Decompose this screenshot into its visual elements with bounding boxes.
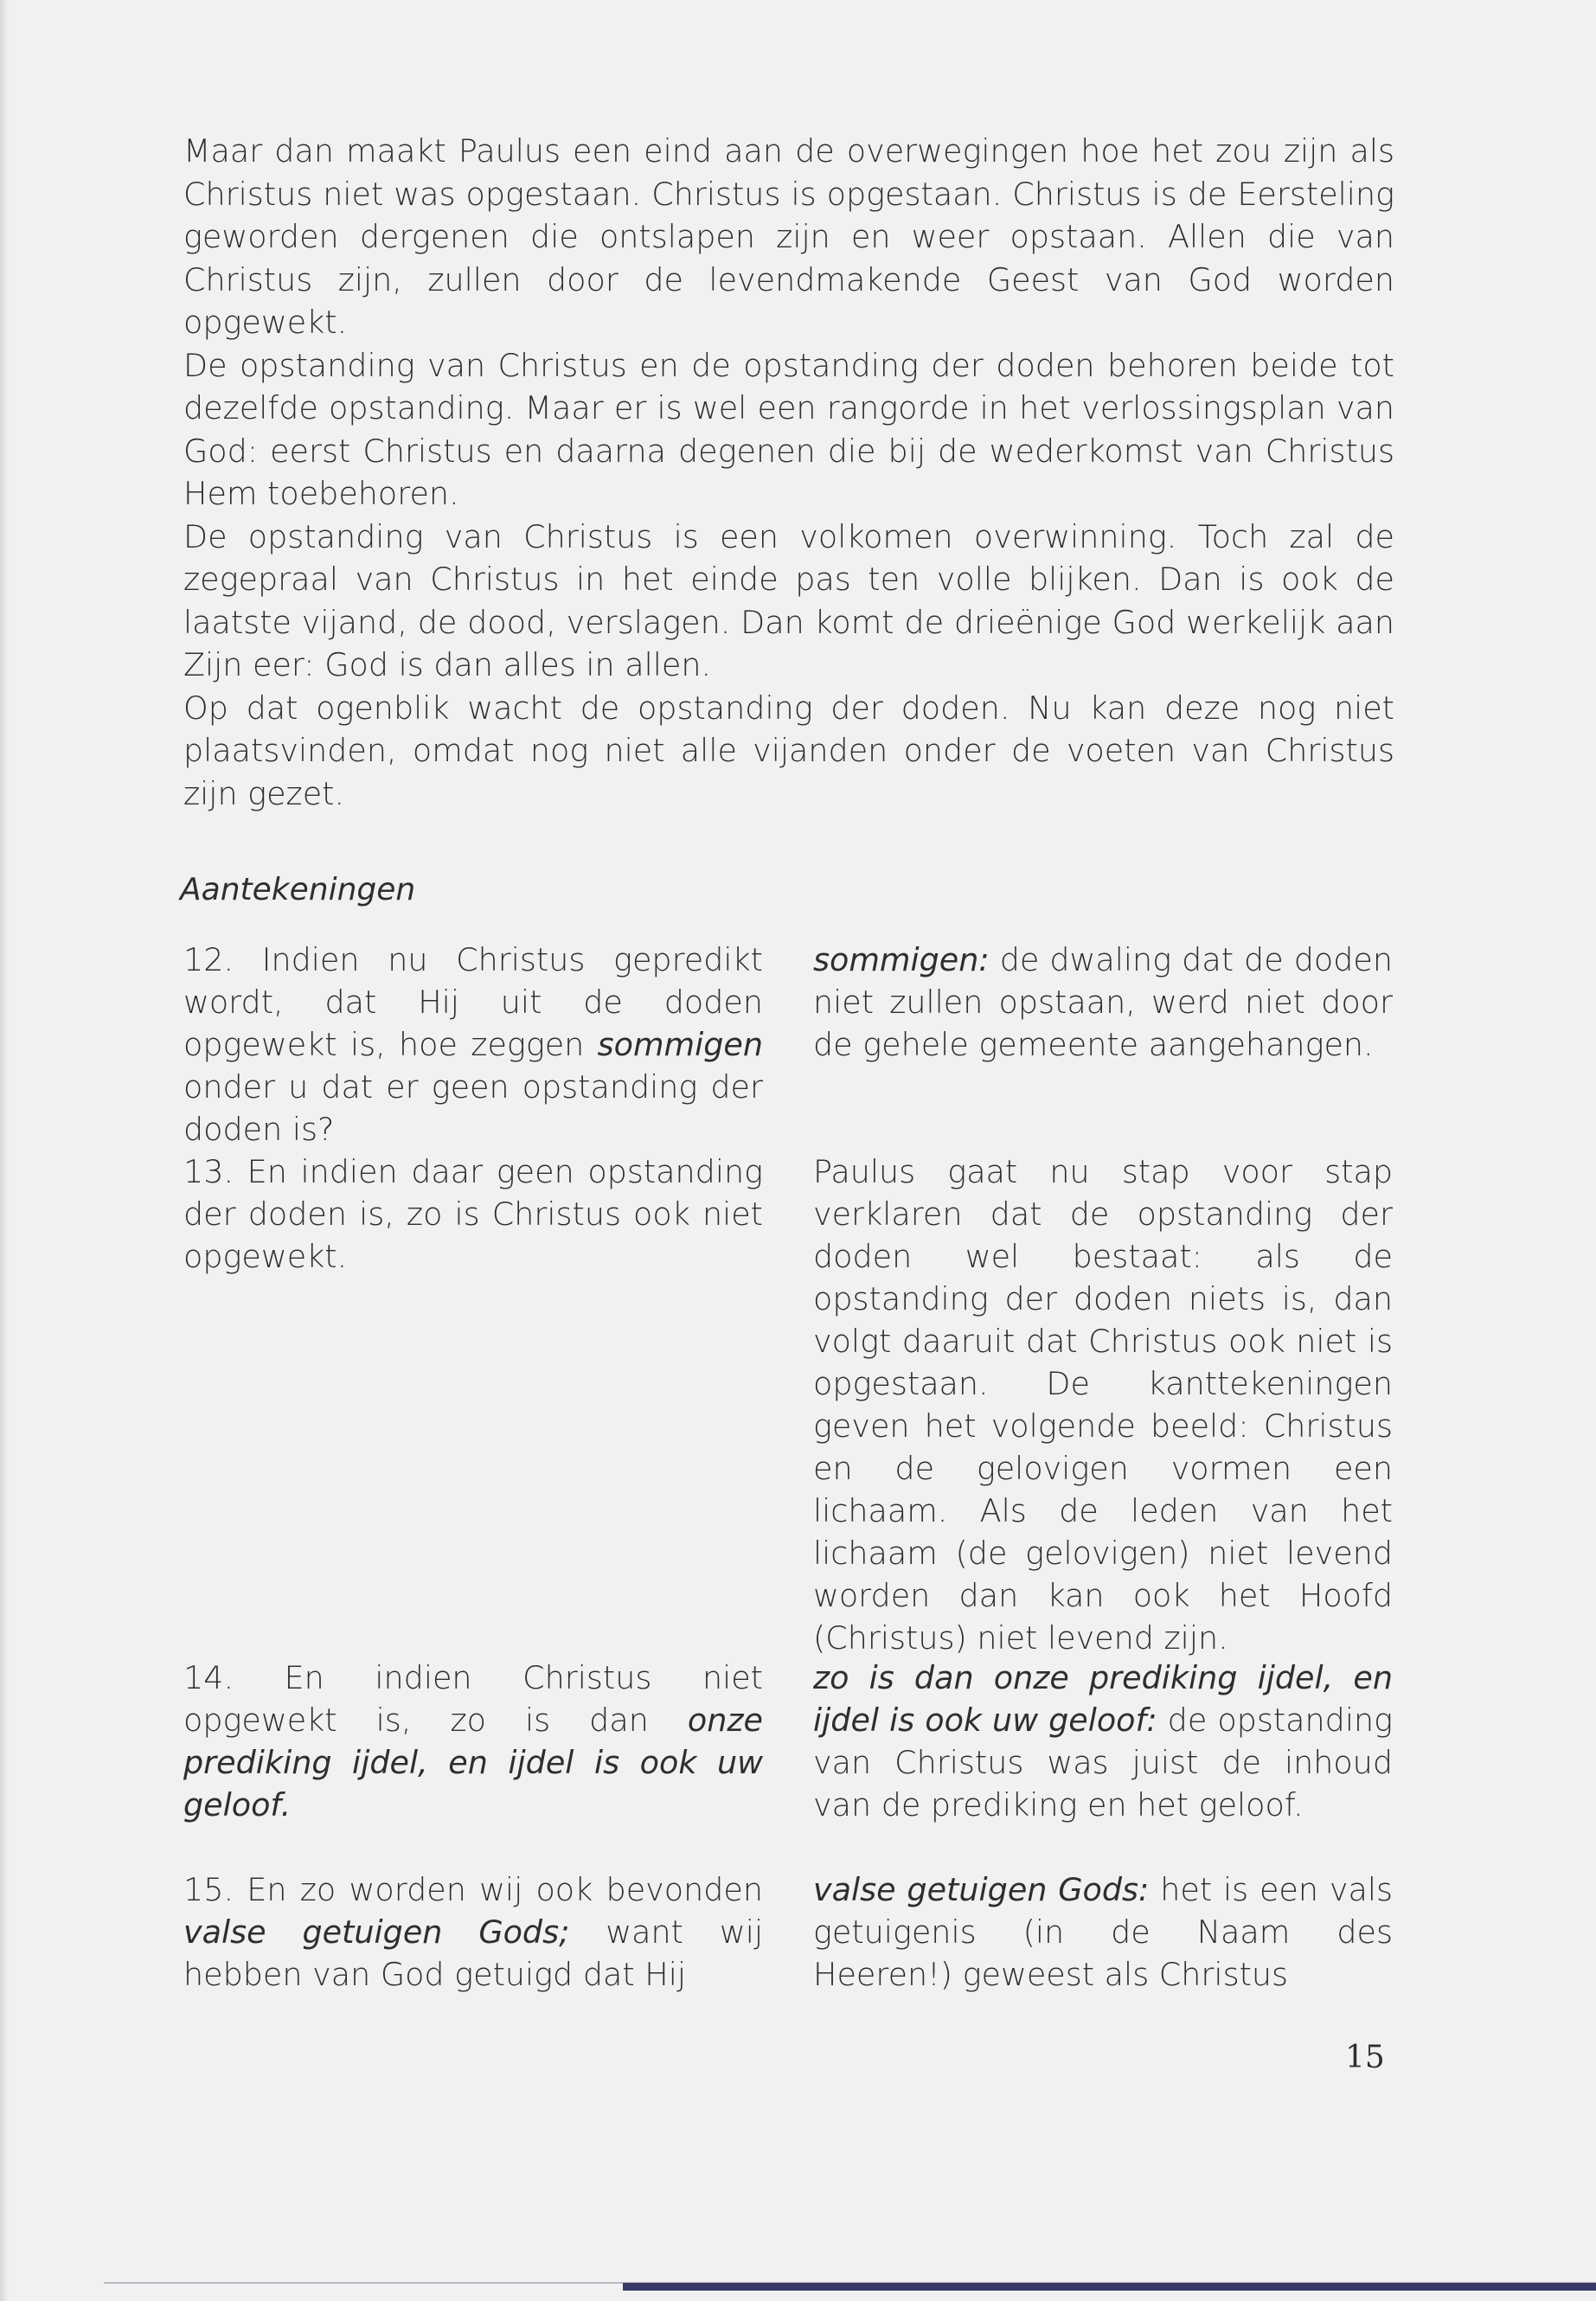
verse-14: 14. En indien Christus niet opgewekt is, zo is dan onze prediking ijdel, en ijdel is ook uw geloof. xyxy=(183,1659,763,1823)
intro-paragraph-4: Op dat ogenblik wacht de opstanding der doden. Nu kan deze nog niet plaatsvinden, omdat nog niet alle vijanden onder de voeten van Christus zijn gezet. xyxy=(183,689,1394,812)
intro-text xyxy=(183,130,1394,815)
note-valse-getuigen: valse getuigen Gods: het is een vals getuigenis (in de Naam des Heeren!) geweest als Christus xyxy=(813,1871,1393,1993)
page-number: 15 xyxy=(1345,2040,1385,2075)
note-sommigen: sommigen: de dwaling dat de doden niet zullen opstaan, werd niet door de gehele gemeente aangehangen. xyxy=(813,941,1393,1063)
intro-paragraph-2: De opstanding van Christus en de opstanding der doden behoren beide tot dezelfde opstanding. Maar er is wel een rangorde in het verlossingsplan van God: eerst Christus en daarna degenen die bij de wederkomst van Christus Hem toebehoren. xyxy=(183,346,1394,512)
verse-13: 13. En indien daar geen opstanding der doden is, zo is Christus ook niet opgewekt. xyxy=(183,1153,763,1275)
note-prediking: zo is dan onze prediking ijdel, en ijdel is ook uw geloof: de opstanding van Christus was juist de inhoud van de prediking en het geloof. xyxy=(813,1659,1393,1823)
bottom-edge-bar xyxy=(623,2283,1596,2291)
page-edge-shadow xyxy=(0,0,9,2301)
intro-paragraph-1: Maar dan maakt Paulus een eind aan de overwegingen hoe het zou zijn als Christus niet was opgestaan. Christus is opgestaan. Christus is de Eersteling geworden dergenen die ontslapen zijn en weer opstaan. Allen die van Christus zijn, zullen door de levendmakende Geest van God worden opgewekt. xyxy=(183,132,1394,341)
note-explanation: Paulus gaat nu stap voor stap verklaren dat de opstanding der doden wel bestaat: als de opstanding der doden niets is, dan volgt daaruit dat Christus ook niet is opgestaan. De kanttekeningen geven het volgende beeld: Christus en de gelovigen vormen een lichaam. Als de leden van het lichaam (de gelovigen) niet levend worden dan kan ook het Hoofd (Christus) niet levend zijn. xyxy=(813,1153,1393,1657)
verse-12: 12. Indien nu Christus gepredikt wordt, dat Hij uit de doden opgewekt is, hoe zeggen sommigen onder u dat er geen opstanding der doden is? xyxy=(183,941,763,1148)
notes-heading: Aantekeningen xyxy=(180,872,416,907)
verse-15: 15. En zo worden wij ook bevonden valse getuigen Gods; want wij hebben van God getuigd dat Hij xyxy=(183,1871,763,1993)
intro-paragraph-3: De opstanding van Christus is een volkomen overwinning. Toch zal de zegepraal van Christus in het einde pas ten volle blijken. Dan is ook de laatste vijand, de dood, verslagen. Dan komt de drieënige God werkelijk aan Zijn eer: God is dan alles in allen. xyxy=(183,517,1394,683)
